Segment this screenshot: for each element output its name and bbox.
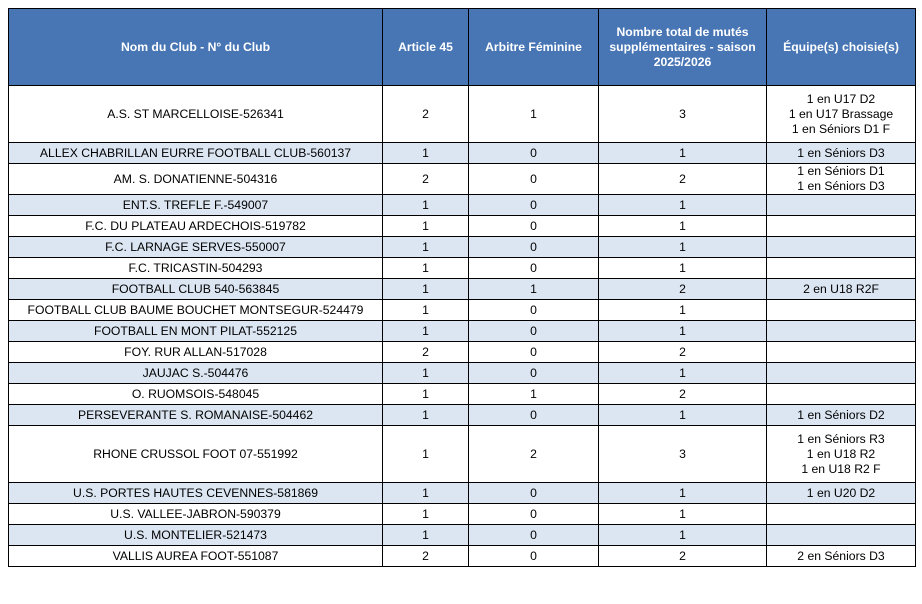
cell-article45: 1: [383, 384, 469, 405]
column-header-equipes: Équipe(s) choisie(s): [767, 9, 916, 86]
cell-equipes: [767, 483, 916, 504]
cell-club: PERSEVERANTE S. ROMANAISE-504462: [9, 405, 383, 426]
table-row: [9, 504, 916, 525]
table-row: [9, 143, 916, 164]
cell-club: F.C. TRICASTIN-504293: [9, 258, 383, 279]
table-row: [9, 384, 916, 405]
team-line: 1 en U17 Brassage: [788, 106, 894, 121]
cell-club: FOOTBALL CLUB BAUME BOUCHET MONTSEGUR-524479: [9, 300, 383, 321]
table-row: [9, 426, 916, 483]
cell-arbitre: 0: [469, 321, 599, 342]
cell-article45: 1: [383, 405, 469, 426]
cell-equipes: [767, 384, 916, 405]
cell-arbitre: 0: [469, 164, 599, 195]
cell-equipes: [767, 279, 916, 300]
cell-article45: 1: [383, 195, 469, 216]
column-header-club: Nom du Club - N° du Club: [9, 9, 383, 86]
cell-total: 2: [599, 164, 767, 195]
cell-arbitre: 2: [469, 426, 599, 483]
cell-total: 1: [599, 216, 767, 237]
cell-equipes: [767, 164, 916, 195]
cell-arbitre: 1: [469, 384, 599, 405]
table-row: [9, 342, 916, 363]
cell-equipes: [767, 405, 916, 426]
cell-equipes: [767, 195, 916, 216]
cell-article45: 1: [383, 300, 469, 321]
cell-equipes: [767, 426, 916, 483]
column-header-arbitre: Arbitre Féminine: [469, 9, 599, 86]
cell-arbitre: 1: [469, 279, 599, 300]
cell-article45: 1: [383, 258, 469, 279]
team-line: 1 en Séniors D3: [797, 179, 885, 193]
cell-club: FOOTBALL EN MONT PILAT-552125: [9, 321, 383, 342]
table-row: [9, 258, 916, 279]
cell-club: JAUJAC S.-504476: [9, 363, 383, 384]
team-line: 1 en U18 R2: [806, 446, 876, 461]
cell-total: 1: [599, 258, 767, 279]
cell-club: U.S. VALLEE-JABRON-590379: [9, 504, 383, 525]
cell-arbitre: 0: [469, 237, 599, 258]
cell-total: 1: [599, 195, 767, 216]
cell-club: F.C. LARNAGE SERVES-550007: [9, 237, 383, 258]
table-row: [9, 300, 916, 321]
cell-club: AM. S. DONATIENNE-504316: [9, 164, 383, 195]
cell-equipes: [767, 525, 916, 546]
cell-equipes: [767, 258, 916, 279]
cell-total: 2: [599, 546, 767, 567]
table-row: [9, 483, 916, 504]
cell-club: U.S. MONTELIER-521473: [9, 525, 383, 546]
team-line: 1 en Séniors D1 F: [791, 121, 891, 136]
cell-total: 2: [599, 279, 767, 300]
cell-club: FOOTBALL CLUB 540-563845: [9, 279, 383, 300]
cell-arbitre: 0: [469, 546, 599, 567]
cell-article45: 1: [383, 426, 469, 483]
table-row: [9, 405, 916, 426]
cell-club: F.C. DU PLATEAU ARDECHOIS-519782: [9, 216, 383, 237]
column-header-total: Nombre total de mutés supplémentaires - saison 2025/2026: [599, 9, 767, 86]
table-row: [9, 195, 916, 216]
cell-equipes: [767, 237, 916, 258]
cell-arbitre: 0: [469, 363, 599, 384]
team-line: 2 en U18 R2F: [803, 281, 879, 296]
cell-arbitre: 0: [469, 143, 599, 164]
cell-total: 1: [599, 525, 767, 546]
cell-arbitre: 0: [469, 483, 599, 504]
table-row: [9, 363, 916, 384]
cell-equipes: [767, 300, 916, 321]
cell-article45: 1: [383, 321, 469, 342]
cell-total: 1: [599, 483, 767, 504]
header-row: [9, 9, 916, 86]
cell-total: 1: [599, 504, 767, 525]
team-line: 1 en Séniors D2: [797, 407, 885, 422]
cell-total: 1: [599, 405, 767, 426]
team-line: 1 en Séniors D1: [797, 164, 885, 178]
cell-equipes: [767, 363, 916, 384]
cell-arbitre: 0: [469, 504, 599, 525]
cell-article45: 1: [383, 525, 469, 546]
cell-equipes: [767, 504, 916, 525]
cell-total: 2: [599, 342, 767, 363]
table-row: [9, 237, 916, 258]
cell-equipes: [767, 86, 916, 143]
table-container: [8, 8, 916, 567]
cell-arbitre: 0: [469, 195, 599, 216]
cell-arbitre: 0: [469, 342, 599, 363]
cell-club: RHONE CRUSSOL FOOT 07-551992: [9, 426, 383, 483]
cell-total: 1: [599, 143, 767, 164]
cell-total: 1: [599, 300, 767, 321]
cell-article45: 2: [383, 342, 469, 363]
cell-equipes: [767, 216, 916, 237]
cell-total: 2: [599, 384, 767, 405]
cell-arbitre: 0: [469, 300, 599, 321]
cell-article45: 1: [383, 237, 469, 258]
cell-club: U.S. PORTES HAUTES CEVENNES-581869: [9, 483, 383, 504]
cell-club: A.S. ST MARCELLOISE-526341: [9, 86, 383, 143]
table-row: [9, 525, 916, 546]
table-row: [9, 321, 916, 342]
cell-equipes: [767, 321, 916, 342]
table-row: [9, 279, 916, 300]
cell-arbitre: 0: [469, 258, 599, 279]
cell-total: 3: [599, 426, 767, 483]
cell-club: VALLIS AUREA FOOT-551087: [9, 546, 383, 567]
cell-article45: 1: [383, 216, 469, 237]
cell-total: 1: [599, 363, 767, 384]
table-row: [9, 546, 916, 567]
column-header-article45: Article 45: [383, 9, 469, 86]
cell-arbitre: 0: [469, 405, 599, 426]
cell-article45: 1: [383, 504, 469, 525]
cell-article45: 2: [383, 546, 469, 567]
team-line: 1 en U18 R2 F: [801, 461, 881, 476]
cell-club: O. RUOMSOIS-548045: [9, 384, 383, 405]
team-line: 1 en U17 D2: [806, 91, 876, 106]
cell-equipes: [767, 143, 916, 164]
table-body: [9, 86, 916, 567]
cell-total: 3: [599, 86, 767, 143]
cell-club: ALLEX CHABRILLAN EURRE FOOTBALL CLUB-560137: [9, 143, 383, 164]
cell-article45: 1: [383, 143, 469, 164]
cell-equipes: [767, 342, 916, 363]
table-row: [9, 216, 916, 237]
table-row: [9, 86, 916, 143]
cell-arbitre: 1: [469, 86, 599, 143]
cell-article45: 2: [383, 86, 469, 143]
cell-article45: 1: [383, 363, 469, 384]
cell-arbitre: 0: [469, 525, 599, 546]
team-line: 1 en U20 D2: [806, 485, 876, 500]
cell-club: ENT.S. TREFLE F.-549007: [9, 195, 383, 216]
cell-article45: 1: [383, 483, 469, 504]
table-row: [9, 164, 916, 195]
cell-total: 1: [599, 237, 767, 258]
team-line: 2 en Séniors D3: [797, 548, 885, 563]
cell-article45: 1: [383, 279, 469, 300]
cell-total: 1: [599, 321, 767, 342]
cell-equipes: [767, 546, 916, 567]
cell-arbitre: 0: [469, 216, 599, 237]
team-line: 1 en Séniors R3: [797, 431, 885, 446]
cell-article45: 2: [383, 164, 469, 195]
cell-club: FOY. RUR ALLAN-517028: [9, 342, 383, 363]
mutes-table: [8, 8, 916, 567]
team-line: 1 en Séniors D3: [797, 145, 885, 160]
